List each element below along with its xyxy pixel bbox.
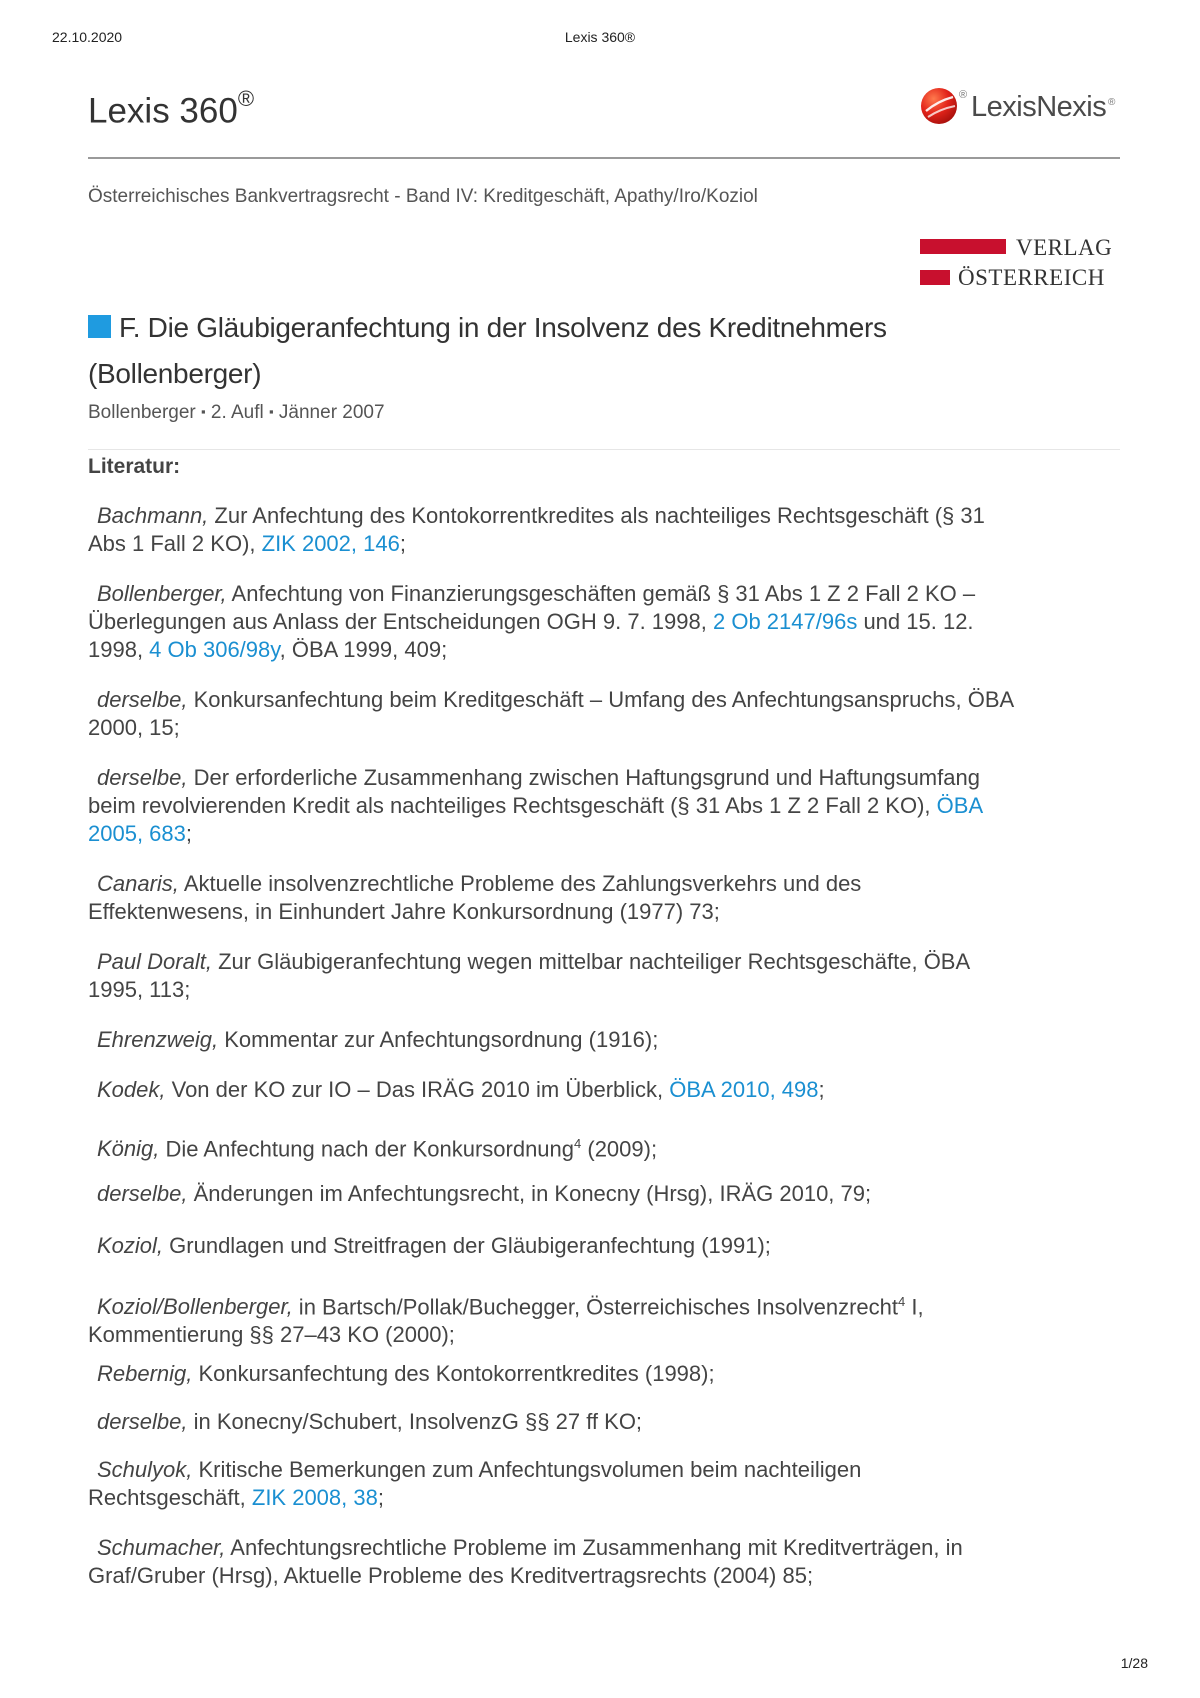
entry-author: Schumacher, <box>97 1535 226 1560</box>
citation-link[interactable]: ZIK 2002, 146 <box>261 531 400 556</box>
entry-author: Bachmann, <box>97 503 209 528</box>
entry-author: Canaris, <box>97 871 179 896</box>
entry-author: Koziol/Bollenberger, <box>97 1294 293 1320</box>
entry-text: in Konecny/Schubert, InsolvenzG §§ 27 ff KO; <box>187 1409 643 1434</box>
entry-text: Die Anfechtung nach der Konkursordnung <box>159 1136 575 1162</box>
citation-link[interactable]: 2005, 683 <box>88 821 186 846</box>
entry-text: Graf/Gruber (Hrsg), Aktuelle Probleme des Kreditvertragsrechts (2004) 85; <box>88 1563 814 1588</box>
entry-author: Schulyok, <box>97 1457 193 1482</box>
meta-divider <box>88 449 1120 450</box>
literature-entry <box>88 1026 1120 1054</box>
entry-text: Konkursanfechtung beim Kreditgeschäft – Umfang des Anfechtungsanspruchs, ÖBA <box>187 687 1015 712</box>
literature-entry <box>88 1076 1120 1104</box>
literature-entry <box>88 1232 1120 1260</box>
edition-superscript: 4 <box>897 1294 906 1309</box>
meta-date: Jänner 2007 <box>278 402 385 423</box>
entry-text: Änderungen im Anfechtungsrecht, in Konecny (Hrsg), IRÄG 2010, 79; <box>187 1181 872 1206</box>
brand-name: Lexis 360 <box>88 91 238 131</box>
entry-text: Anfechtung von Finanzierungsgeschäften gemäß § 31 Abs 1 Z 2 Fall 2 KO – <box>226 581 976 606</box>
entry-author: Rebernig, <box>97 1361 193 1386</box>
entry-author: Ehrenzweig, <box>97 1027 219 1052</box>
literature-entry <box>88 1180 1120 1208</box>
header-divider <box>88 157 1120 159</box>
entry-author: Bollenberger, <box>97 581 227 606</box>
edition-superscript: 4 <box>574 1136 582 1151</box>
entry-text: Kommentierung §§ 27–43 KO (2000); <box>88 1322 455 1348</box>
citation-link[interactable]: ZIK 2008, 38 <box>251 1485 378 1510</box>
entry-text: I, <box>905 1294 924 1320</box>
entry-author: Paul Doralt, <box>97 949 212 974</box>
heading-line-2: (Bollenberger) <box>88 358 262 389</box>
citation-link[interactable]: 4 Ob 306/98y <box>149 637 280 662</box>
meta-separator: ▪ <box>201 404 206 419</box>
literature-entry <box>88 764 1120 848</box>
entry-text: in Bartsch/Pollak/Buchegger, Österreichisches Insolvenzrecht <box>292 1294 898 1320</box>
verlag-logo-line1: VERLAG <box>1016 235 1113 260</box>
verlag-oesterreich-logo <box>920 235 1120 295</box>
entry-text: Rechtsgeschäft, <box>88 1485 252 1510</box>
entry-text: Konkursanfechtung des Kontokorrentkredites (1998); <box>192 1361 715 1386</box>
print-date: 22.10.2020 <box>52 29 123 45</box>
entry-author: derselbe, <box>97 1181 188 1206</box>
heading-line-1: F. Die Gläubigeranfechtung in der Insolvenz des Kreditnehmers <box>119 312 887 343</box>
wordmark-registered-mark: ® <box>1108 97 1116 108</box>
lexisnexis-wordmark: LexisNexis <box>971 91 1107 123</box>
literature-entry <box>88 1360 1120 1388</box>
entry-text: ; <box>185 821 192 846</box>
entry-text: 2000, 15; <box>88 715 180 740</box>
literature-entry <box>88 502 1120 558</box>
literature-entry <box>88 686 1120 742</box>
entry-text: (2009); <box>581 1136 658 1162</box>
citation-link[interactable]: ÖBA 2010, 498 <box>669 1077 819 1102</box>
literature-entry <box>88 1130 1120 1163</box>
citation-link[interactable]: 2 Ob 2147/96s <box>712 609 858 634</box>
literature-entry <box>88 870 1120 926</box>
entry-text: Grundlagen und Streitfragen der Gläubigeranfechtung (1991); <box>163 1233 771 1258</box>
entry-author: König, <box>97 1136 160 1162</box>
entry-text: 1998, <box>88 637 150 662</box>
brand-registered-mark: ® <box>237 86 255 111</box>
entry-text: und 15. 12. <box>857 609 974 634</box>
entry-author: derselbe, <box>97 687 188 712</box>
logo-registered-mark: ® <box>959 89 968 101</box>
document-meta <box>88 402 385 424</box>
verlag-logo-bar-top <box>920 239 1006 254</box>
entry-author: derselbe, <box>97 765 188 790</box>
entry-text: ; <box>818 1077 825 1102</box>
literature-entry <box>88 1534 1120 1590</box>
literature-entry <box>88 1408 1120 1436</box>
entry-text: ; <box>399 531 406 556</box>
verlag-logo-bar-bottom <box>920 270 950 285</box>
entry-author: Koziol, <box>97 1233 164 1258</box>
meta-separator: ▪ <box>269 404 274 419</box>
entry-text: ; <box>377 1485 384 1510</box>
brand-title[interactable] <box>88 86 255 132</box>
literature-entry <box>88 948 1120 1004</box>
literature-entry <box>88 580 1120 664</box>
entry-author: Kodek, <box>97 1077 166 1102</box>
document-heading <box>88 305 1088 397</box>
entry-text: Aktuelle insolvenzrechtliche Probleme des Zahlungsverkehrs und des <box>178 871 862 896</box>
entry-text: Überlegungen aus Anlass der Entscheidungen OGH 9. 7. 1998, <box>88 609 713 634</box>
entry-text: 1995, 113; <box>88 977 191 1002</box>
literature-label: Literatur: <box>88 455 181 478</box>
page-number: 1/28 <box>1120 1655 1148 1671</box>
lexisnexis-logo[interactable] <box>920 87 1120 131</box>
lexisnexis-sphere-icon <box>920 87 958 125</box>
verlag-logo-line2: ÖSTERREICH <box>958 265 1105 290</box>
entry-text: Der erforderliche Zusammenhang zwischen Haftungsgrund und Haftungsumfang <box>187 765 980 790</box>
entry-text: Zur Gläubigeranfechtung wegen mittelbar nachteiliger Rechtsgeschäfte, ÖBA <box>211 949 971 974</box>
literature-entry <box>88 1288 1120 1349</box>
entry-text: Zur Anfechtung des Kontokorrentkredites als nachteiliges Rechtsgeschäft (§ 31 <box>208 503 985 528</box>
print-title: Lexis 360® <box>564 29 636 45</box>
entry-text: Effektenwesens, in Einhundert Jahre Konkursordnung (1977) 73; <box>88 899 720 924</box>
publication-subtitle: Österreichisches Bankvertragsrecht - Band IV: Kreditgeschäft, Apathy/Iro/Koziol <box>88 186 758 207</box>
meta-author: Bollenberger <box>88 402 196 423</box>
literature-entry <box>88 1456 1120 1512</box>
entry-author: derselbe, <box>97 1409 188 1434</box>
entry-text: Kommentar zur Anfechtungsordnung (1916); <box>218 1027 659 1052</box>
entry-text: Anfechtungsrechtliche Probleme im Zusammenhang mit Kreditverträgen, in <box>225 1535 963 1560</box>
entry-text: Abs 1 Fall 2 KO), <box>88 531 262 556</box>
citation-link[interactable]: ÖBA <box>936 793 984 818</box>
entry-text: beim revolvierenden Kredit als nachteiliges Rechtsgeschäft (§ 31 Abs 1 Z 2 Fall 2 KO), <box>88 793 937 818</box>
entry-text: , ÖBA 1999, 409; <box>279 637 448 662</box>
entry-text: Kritische Bemerkungen zum Anfechtungsvolumen beim nachteiligen <box>192 1457 862 1482</box>
heading-square-icon <box>88 315 111 338</box>
entry-text: Von der KO zur IO – Das IRÄG 2010 im Überblick, <box>165 1077 670 1102</box>
meta-edition: 2. Aufl <box>210 402 264 423</box>
